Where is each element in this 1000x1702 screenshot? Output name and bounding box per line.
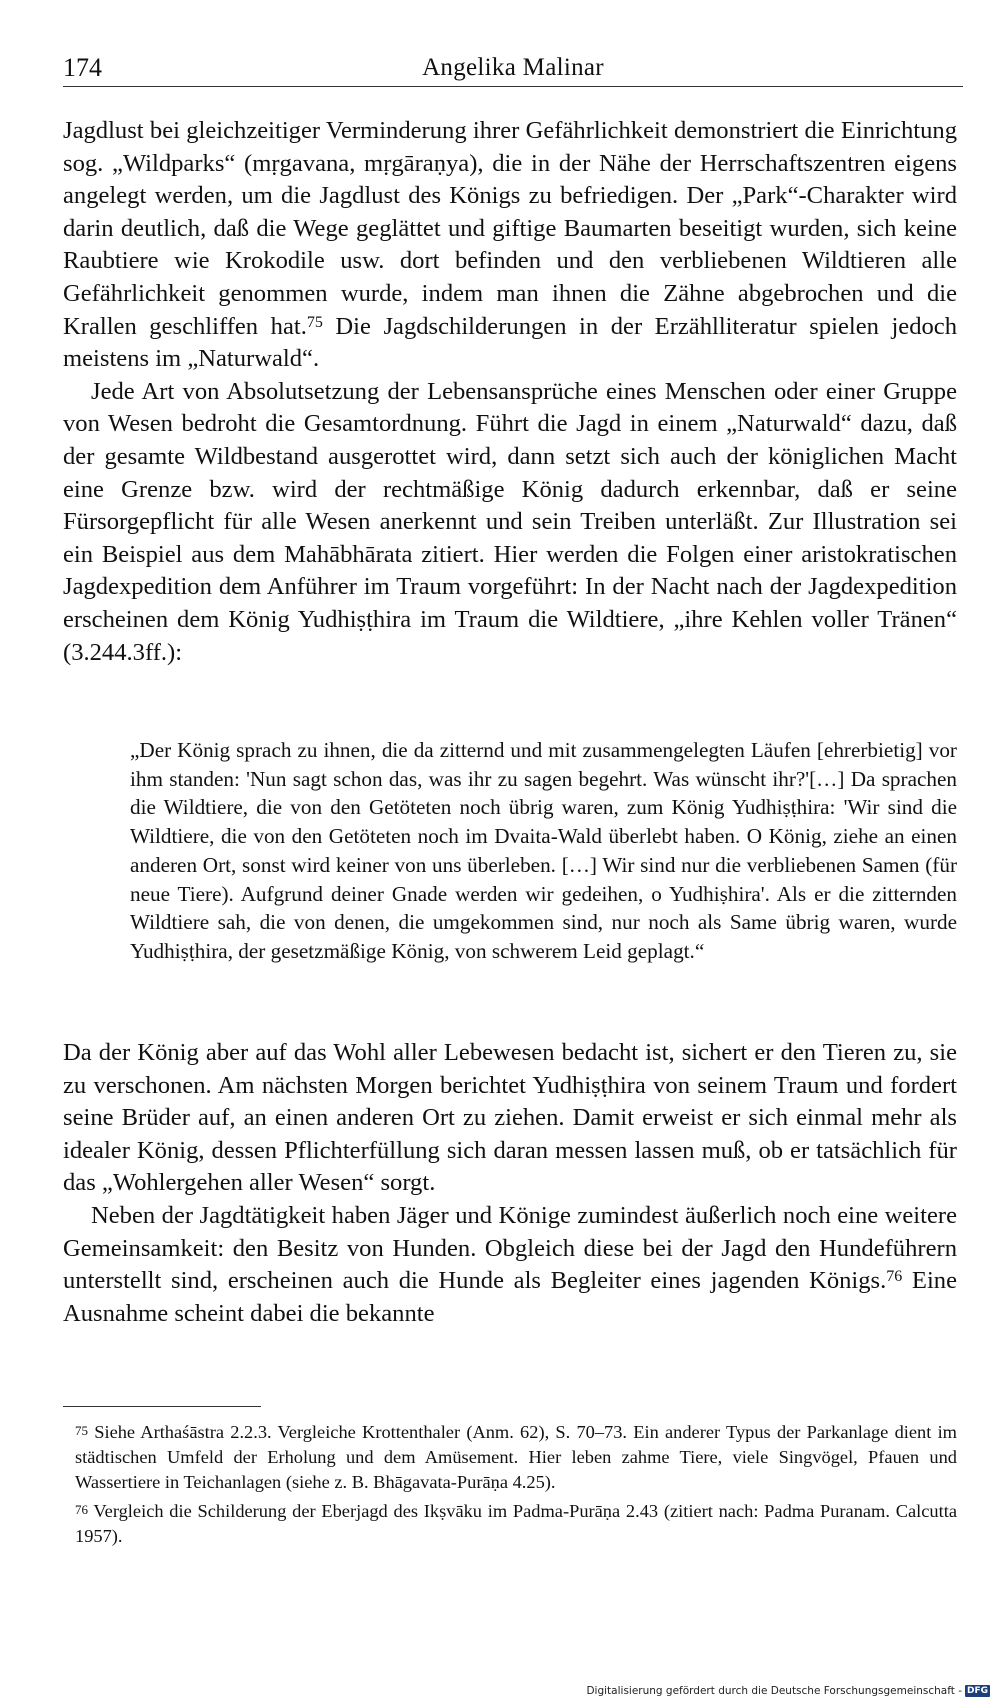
header-rule [63,86,963,87]
paragraph-4 [63,1200,957,1330]
main-text-lower [63,1037,957,1330]
stamp-text: Digitalisierung gefördert durch die Deutsche Forschungsgemeinschaft - [586,1685,962,1697]
footnote-separator [63,1406,261,1407]
block-quote [130,736,957,966]
digitization-stamp [586,1684,990,1698]
footnote-ref-76[interactable]: 76 [886,1268,903,1286]
running-head: Angelika Malinar [422,54,604,81]
footnotes [63,1420,957,1549]
dfg-logo: DFG [966,1686,988,1696]
quote-text: „Der König sprach zu ihnen, die da zitternd und mit zusammengelegten Läufen [ehrerbietig] vor ihm standen: 'Nun sagt schon das, was ihr zu sagen begehrt. Was wünscht ihr?'[…] Da sprachen die Wildtiere, die von den Getöteten noch übrig waren, zum König Yudhiṣṭhira: 'Wir sind die Wildtiere, die von den Getöteten noch im Dvaita-Wald überlebt haben. O König, ziehe an einen anderen Ort, sonst wird keiner von uns überleben. […] Wir sind nur die verbliebenen Samen (für neue Tiere). Aufgrund deiner Gnade werden wir gedeihen, o Yudhiṣhira'. Als er die zitternden Wildtiere sah, die von denen, die umgekommen sind, nur noch als Same übrig waren, wurde Yudhiṣṭhira, der gesetzmäßige König, von schwerem Leid geplagt.“ [130,738,957,963]
footnote-text: Vergleich die Schilderung der Eberjagd des Ikṣvāku im Padma-Purāṇa 2.43 (zitiert nach: Padma Puranam. Calcutta 1957). [75,1500,957,1546]
paragraph-4-tail: Eine Ausnahme scheint dabei die bekannte [63,1267,957,1327]
footnote-75 [63,1420,957,1496]
paragraph-1 [63,115,957,376]
footnote-76 [63,1499,957,1549]
main-text-upper [63,115,957,669]
paragraph-2: Jede Art von Absolutsetzung der Lebensansprüche eines Menschen oder einer Gruppe von Wesen bedroht die Gesamtordnung. Führt die Jagd in einem „Naturwald“ dazu, daß der gesamte Wildbestand ausgerottet wird, dann setzt sich auch der königlichen Macht eine Grenze bzw. wird der rechtmäßige König dadurch erkennbar, daß er seine Fürsorgepflicht für alle Wesen anerkennt und sein Treiben unterläßt. Zur Illustration sei ein Beispiel aus dem Mahābhārata zitiert. Hier werden die Folgen einer aristokratischen Jagdexpedition dem Anführer im Traum vorgeführt: In der Nacht nach der Jagdexpedition erscheinen dem König Yudhiṣṭhira im Traum die Wildtiere, „ihre Kehlen voller Tränen“ (3.244.3ff.): [63,377,957,666]
page-header [63,52,963,86]
footnote-text: Siehe Arthaśāstra 2.2.3. Vergleiche Krottenthaler (Anm. 62), S. 70–73. Ein anderer Typus der Parkanlage dient im städtischen Umfeld der Erholung und dem Amüsement. Hier leben zahme Tiere, viele Singvögel, Pfauen und Wassertiere in Teichanlagen (siehe z. B. Bhāgavata-Purāṇa 4.25). [75,1422,957,1493]
footnote-ref-75[interactable]: 75 [306,313,323,331]
paragraph-3: Da der König aber auf das Wohl aller Lebewesen bedacht ist, sichert er den Tieren zu, sie zu verschonen. Am nächsten Morgen berichtet Yudhiṣṭhira von seinem Traum und fordert seine Brüder auf, an einen anderen Ort zu ziehen. Damit erweist er sich einmal mehr als idealer König, dessen Pflichterfüllung sich daran messen lassen muß, ob er tatsächlich für das „Wohlergehen aller Wesen“ sorgt. [63,1039,957,1197]
footnote-number: 76 [75,1501,88,1517]
page-number: 174 [63,53,102,82]
paragraph-4-text: Neben der Jagdtätigkeit haben Jäger und Könige zumindest äußerlich noch eine weitere Gemeinsamkeit: den Besitz von Hunden. Obgleich diese bei der Jagd den Hundeführern unterstellt sind, erscheinen auch die Hunde als Begleiter eines jagenden Königs. [63,1201,957,1295]
footnote-number: 75 [75,1423,88,1438]
paragraph-1-tail: Die Jagdschilderungen in der Erzählliteratur spielen jedoch meistens im „Naturwald“. [63,312,958,373]
paragraph-1-text: Jagdlust bei gleichzeitiger Verminderung ihrer Gefährlichkeit demonstriert die Einrichtung sog. „Wildparks“ (mṛgavana, mṛgāraṇya), die in der Nähe der Herrschaftszentren eigens angelegt werden, um die Jagdlust des Königs zu befriedigen. Der „Park“-Charakter wird darin deutlich, daß die Wege geglättet und giftige Baumarten beseitigt wurden, sich keine Raubtiere wie Krokodile usw. dort befinden und den verbliebenen Wildtieren alle Gefährlichkeit genommen wurde, indem man ihnen die Zähne abgebrochen und die Krallen geschliffen hat. [63,117,957,340]
